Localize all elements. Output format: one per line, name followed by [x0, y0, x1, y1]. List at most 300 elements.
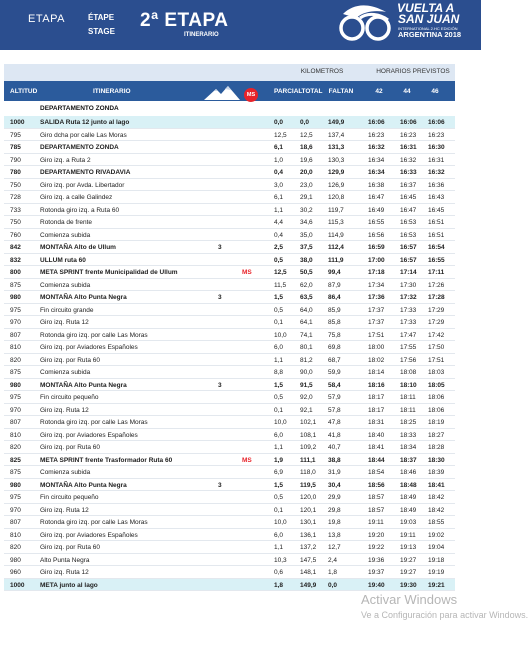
- altitude-cell: 1000: [10, 581, 25, 589]
- faltan-cell: 75,8: [328, 331, 341, 339]
- parcial-cell: 1,5: [274, 481, 284, 489]
- time-44-cell: 18:10: [400, 381, 417, 389]
- total-cell: 119,5: [300, 481, 316, 489]
- parcial-cell: 12,5: [274, 131, 287, 139]
- faltan-cell: 1,8: [328, 569, 338, 576]
- parcial-cell: 10,0: [274, 331, 287, 339]
- time-46-cell: 16:36: [428, 181, 445, 189]
- parcial-cell: 10,3: [274, 556, 287, 564]
- table-row: [4, 141, 455, 154]
- faltan-cell: 12,7: [328, 544, 341, 551]
- parcial-cell: 10,0: [274, 519, 287, 526]
- time-46-cell: 17:28: [428, 294, 445, 301]
- faltan-cell: 149,9: [328, 119, 345, 126]
- column-header-row: [4, 81, 455, 101]
- itinerary-cell: Giro izq. a calle Galindez: [40, 194, 113, 201]
- faltan-cell: 29,8: [328, 506, 341, 514]
- time-44-cell: 16:57: [400, 244, 417, 251]
- itinerary-cell: Rotonda giro izq. por calle Las Moras: [40, 331, 148, 339]
- itinerary-cell: ULLUM ruta 60: [40, 256, 86, 264]
- time-42-cell: 19:11: [368, 519, 384, 526]
- altitude-cell: 980: [10, 294, 21, 301]
- faltan-cell: 58,4: [328, 381, 341, 389]
- altitude-cell: 975: [10, 306, 21, 314]
- altitude-cell: 760: [10, 231, 21, 239]
- time-42-cell: 16:34: [368, 169, 385, 176]
- sprint-cell: MS: [242, 456, 252, 464]
- faltan-cell: 112,4: [328, 244, 344, 251]
- time-46-cell: 18:42: [428, 494, 445, 501]
- total-cell: 91,5: [300, 381, 313, 389]
- itinerary-cell: META SPRINT frente Municipalidad de Ullum: [40, 269, 178, 276]
- table-row: [4, 266, 455, 279]
- time-42-cell: 19:22: [368, 544, 385, 551]
- itinerary-cell: DEPARTAMENTO ZONDA: [40, 144, 119, 151]
- parcial-cell: 6,0: [274, 344, 284, 351]
- altitude-cell: 842: [10, 244, 21, 251]
- altitude-cell: 980: [10, 556, 21, 564]
- time-46-cell: 19:18: [428, 556, 445, 564]
- itinerary-cell: Giro izq. por Aviadores Españoles: [40, 431, 138, 439]
- time-42-cell: 18:54: [368, 469, 385, 476]
- itinerary-cell: Giro izq. por Aviadores Españoles: [40, 344, 138, 351]
- altitude-cell: 970: [10, 406, 21, 414]
- mountain-icon: [204, 84, 240, 100]
- altitude-cell: 785: [10, 144, 21, 151]
- time-46-cell: 16:43: [428, 194, 445, 201]
- time-42-cell: 19:37: [368, 569, 385, 576]
- faltan-cell: 40,7: [328, 444, 341, 451]
- time-44-cell: 18:25: [400, 419, 417, 426]
- itinerary-cell: MONTAÑA Alto de Ullum: [40, 244, 116, 251]
- time-46-cell: 18:19: [428, 419, 445, 426]
- time-46-cell: 18:05: [428, 381, 445, 389]
- parcial-cell: 0,1: [274, 319, 284, 326]
- faltan-cell: 126,9: [328, 181, 345, 189]
- faltan-cell: 87,9: [328, 281, 341, 289]
- itinerary-cell: Giro izq. por Ruta 60: [40, 356, 100, 364]
- time-46-cell: 18:03: [428, 369, 445, 376]
- time-44-cell: 17:47: [400, 331, 417, 339]
- table-row: [4, 416, 455, 429]
- faltan-cell: 130,3: [328, 156, 345, 164]
- altitude-cell: 875: [10, 369, 21, 376]
- windows-activation-hint: Ve a Configuración para activar Windows.: [361, 610, 528, 620]
- parcial-cell: 1,1: [274, 206, 284, 214]
- parcial-cell: 0,5: [274, 306, 284, 314]
- table-row: [4, 479, 455, 492]
- time-46-cell: 16:31: [428, 156, 445, 164]
- table-row: [4, 229, 455, 242]
- time-44-cell: 18:33: [400, 431, 417, 439]
- time-42-cell: 17:00: [368, 256, 385, 264]
- total-cell: 38,0: [300, 256, 313, 264]
- time-44-cell: 19:30: [400, 581, 417, 589]
- stage-header: [0, 0, 481, 50]
- total-cell: 18,6: [300, 144, 313, 151]
- time-44-cell: 16:53: [400, 219, 417, 226]
- itinerary-cell: Rotonda de frente: [40, 219, 93, 226]
- itinerario-subtitle: ITINERARIO: [184, 32, 219, 38]
- time-44-cell: 17:32: [400, 294, 417, 301]
- category-cell: 3: [218, 294, 222, 301]
- itinerary-cell: Giro izq. por Ruta 60: [40, 444, 100, 451]
- time-46-cell: 17:29: [428, 306, 445, 314]
- total-cell: 64,0: [300, 306, 313, 314]
- itinerary-cell: Giro izq. por Avda. Libertador: [40, 181, 125, 189]
- sprint-cell: MS: [242, 269, 252, 276]
- time-44-cell: 16:53: [400, 231, 417, 239]
- table-row: [4, 566, 455, 579]
- table-row: [4, 329, 455, 342]
- table-row: [4, 241, 455, 254]
- time-44-cell: 18:49: [400, 506, 417, 514]
- itinerary-cell: MONTAÑA Alto Punta Negra: [40, 381, 127, 389]
- logo-edition: INTERNATIONAL 2.HC EDICIÓN: [398, 26, 458, 31]
- itinerary-cell: Rotonda giro izq. por calle Las Moras: [40, 419, 148, 426]
- time-42-cell: 18:41: [368, 444, 385, 451]
- faltan-cell: 68,7: [328, 356, 341, 364]
- altitude-cell: 975: [10, 494, 21, 501]
- altitude-cell: 750: [10, 219, 21, 226]
- faltan-cell: 2,4: [328, 556, 338, 564]
- table-row: [4, 316, 455, 329]
- time-46-cell: 16:06: [428, 119, 445, 126]
- time-46-cell: 17:50: [428, 344, 445, 351]
- time-42-cell: 16:32: [368, 144, 385, 151]
- table-row: [4, 204, 455, 217]
- horarios-header: HORARIOS PREVISTOS: [376, 68, 450, 75]
- itinerary-cell: Giro izq. por Aviadores Españoles: [40, 531, 138, 539]
- parcial-cell: 0,5: [274, 494, 284, 501]
- parcial-cell: 1,8: [274, 581, 284, 589]
- faltan-cell: 69,8: [328, 344, 341, 351]
- time-44-cell: 18:46: [400, 469, 417, 476]
- time-42-cell: 19:40: [368, 581, 385, 589]
- time-42-cell: 16:06: [368, 119, 385, 126]
- parcial-cell: 0,6: [274, 569, 284, 576]
- total-cell: 120,0: [300, 494, 317, 501]
- time-46-cell: 17:51: [428, 356, 445, 364]
- altitude-cell: 970: [10, 506, 21, 514]
- parcial-header: PARCIAL: [274, 88, 303, 95]
- table-row: [4, 504, 455, 517]
- time-44-cell: 16:23: [400, 131, 417, 139]
- time-46-cell: 18:55: [428, 519, 445, 526]
- faltan-cell: 131,3: [328, 144, 345, 151]
- total-cell: 92,1: [300, 406, 313, 414]
- category-cell: 3: [218, 244, 222, 251]
- time-44-cell: 16:06: [400, 119, 417, 126]
- stage-number-title: 2ª ETAPA: [140, 10, 229, 31]
- group-header-row: [4, 64, 455, 81]
- table-row: [4, 254, 455, 267]
- total-cell: 109,2: [300, 444, 317, 451]
- total-header: TOTAL: [301, 88, 323, 95]
- itinerary-cell: Giro dcha por calle Las Moras: [40, 131, 127, 139]
- table-row: [4, 391, 455, 404]
- total-cell: 108,1: [300, 431, 317, 439]
- faltan-cell: 57,8: [328, 406, 341, 414]
- parcial-cell: 1,1: [274, 444, 284, 451]
- total-cell: 62,0: [300, 281, 313, 289]
- time-44-cell: 16:57: [400, 256, 417, 264]
- table-row: [4, 491, 455, 504]
- itinerary-cell: Comienza subida: [40, 469, 91, 476]
- altitude-cell: 1000: [10, 119, 25, 126]
- parcial-cell: 1,9: [274, 456, 284, 464]
- kilometros-header: KILOMETROS: [300, 68, 344, 75]
- time-46-cell: 19:04: [428, 544, 445, 551]
- time-42-cell: 18:56: [368, 481, 385, 489]
- itinerary-cell: Giro izq. Ruta 12: [40, 319, 89, 326]
- time-46-cell: 19:21: [428, 581, 445, 589]
- total-cell: 136,1: [300, 531, 317, 539]
- itinerary-cell: SALIDA Ruta 12 junto al lago: [40, 119, 130, 126]
- itinerary-cell: Giro izq. a Ruta 2: [40, 156, 91, 164]
- time-42-cell: 18:02: [368, 356, 385, 364]
- time-44-cell: 18:11: [400, 394, 416, 401]
- table-row: [4, 179, 455, 192]
- parcial-cell: 1,5: [274, 294, 284, 301]
- total-cell: 130,1: [300, 519, 317, 526]
- table-row: [4, 516, 455, 529]
- faltan-cell: 85,8: [328, 319, 341, 326]
- table-row: [4, 129, 455, 142]
- total-cell: 147,5: [300, 556, 317, 564]
- total-cell: 92,0: [300, 394, 313, 401]
- logo-title-line2: SAN JUAN: [398, 12, 460, 26]
- time-44-cell: 16:33: [400, 169, 417, 176]
- table-row: [4, 291, 455, 304]
- table-row: [4, 541, 455, 554]
- table-row: [4, 441, 455, 454]
- altitude-cell: 750: [10, 181, 21, 189]
- time-42-cell: 17:18: [368, 269, 385, 276]
- time-46-cell: 17:26: [428, 281, 445, 289]
- etapa-label: ETAPA: [28, 13, 65, 25]
- total-cell: 30,2: [300, 206, 313, 214]
- table-row: [4, 466, 455, 479]
- altitude-cell: 733: [10, 206, 21, 214]
- time-42-cell: 18:40: [368, 431, 385, 439]
- time-44-cell: 18:08: [400, 369, 417, 376]
- time-44-cell: 19:27: [400, 556, 417, 564]
- faltan-cell: 119,7: [328, 206, 344, 214]
- parcial-cell: 1,5: [274, 381, 284, 389]
- parcial-cell: 0,5: [274, 256, 284, 264]
- total-cell: 23,0: [300, 181, 313, 189]
- time-44-cell: 19:11: [400, 531, 416, 539]
- parcial-cell: 8,8: [274, 369, 284, 376]
- department-heading: DEPARTAMENTO ZONDA: [40, 105, 119, 112]
- altitude-cell: 970: [10, 319, 21, 326]
- time-46-cell: 18:30: [428, 456, 445, 464]
- table-row: [4, 279, 455, 292]
- speed-44-header: 44: [403, 88, 411, 95]
- speed-46-header: 46: [431, 88, 439, 95]
- total-cell: 149,9: [300, 581, 317, 589]
- parcial-cell: 10,0: [274, 419, 287, 426]
- table-row: [4, 554, 455, 567]
- total-cell: 74,1: [300, 331, 313, 339]
- table-row: [4, 191, 455, 204]
- time-44-cell: 18:37: [400, 456, 417, 464]
- parcial-cell: 0,4: [274, 169, 284, 176]
- altitude-cell: 800: [10, 269, 21, 276]
- logo-title-line1: VUELTA A: [397, 1, 455, 15]
- time-44-cell: 17:33: [400, 319, 417, 326]
- time-44-cell: 16:45: [400, 194, 417, 201]
- table-row: [4, 166, 455, 179]
- faltan-cell: 19,8: [328, 519, 341, 526]
- time-42-cell: 18:57: [368, 494, 385, 501]
- faltan-cell: 99,4: [328, 269, 341, 276]
- table-row: [4, 354, 455, 367]
- time-42-cell: 17:37: [368, 319, 385, 326]
- faltan-cell: 47,8: [328, 419, 341, 426]
- itinerary-cell: Fin circuito pequeño: [40, 494, 99, 501]
- parcial-cell: 11,5: [274, 281, 287, 289]
- faltan-cell: 30,4: [328, 481, 341, 489]
- time-46-cell: 18:28: [428, 444, 445, 451]
- itinerary-cell: Comienza subida: [40, 369, 91, 376]
- faltan-cell: 29,9: [328, 494, 341, 501]
- altitude-cell: 820: [10, 544, 21, 551]
- altitude-cell: 810: [10, 431, 21, 439]
- itinerary-cell: Giro izq. Ruta 12: [40, 569, 89, 576]
- table-row: [4, 529, 455, 542]
- logo-country-year: ARGENTINA 2018: [398, 30, 462, 39]
- speed-42-header: 42: [375, 88, 383, 95]
- parcial-cell: 6,0: [274, 531, 284, 539]
- faltan-cell: 129,9: [328, 169, 345, 176]
- itinerary-cell: Comienza subida: [40, 231, 91, 239]
- time-46-cell: 18:06: [428, 394, 445, 401]
- itinerary-cell: Rotonda giro izq. a Ruta 60: [40, 206, 120, 214]
- time-42-cell: 16:47: [368, 194, 385, 201]
- total-cell: 118,0: [300, 469, 316, 476]
- total-cell: 19,6: [300, 156, 313, 164]
- time-46-cell: 17:42: [428, 331, 445, 339]
- total-cell: 64,1: [300, 319, 313, 326]
- itinerary-cell: Alto Punta Negra: [40, 556, 90, 564]
- time-42-cell: 16:34: [368, 156, 385, 164]
- parcial-cell: 0,1: [274, 506, 284, 514]
- time-42-cell: 16:23: [368, 131, 385, 139]
- table-row: [4, 579, 455, 592]
- parcial-cell: 6,1: [274, 194, 284, 201]
- time-42-cell: 18:17: [368, 406, 385, 414]
- time-44-cell: 17:55: [400, 344, 417, 351]
- time-42-cell: 16:55: [368, 219, 385, 226]
- parcial-cell: 6,1: [274, 144, 284, 151]
- faltan-cell: 13,8: [328, 531, 341, 539]
- time-46-cell: 18:42: [428, 506, 445, 514]
- time-46-cell: 17:29: [428, 319, 445, 326]
- itinerary-table: [4, 116, 455, 591]
- time-42-cell: 18:14: [368, 369, 385, 376]
- time-46-cell: 16:32: [428, 169, 445, 176]
- time-42-cell: 18:17: [368, 394, 385, 401]
- time-44-cell: 18:48: [400, 481, 417, 489]
- table-row: [4, 154, 455, 167]
- parcial-cell: 2,5: [274, 244, 284, 251]
- total-cell: 29,1: [300, 194, 313, 201]
- parcial-cell: 0,0: [274, 119, 284, 126]
- time-46-cell: 18:41: [428, 481, 445, 489]
- total-cell: 120,1: [300, 506, 317, 514]
- time-44-cell: 19:03: [400, 519, 417, 526]
- time-42-cell: 18:16: [368, 381, 385, 389]
- time-44-cell: 17:33: [400, 306, 417, 314]
- total-cell: 35,0: [300, 231, 313, 239]
- time-46-cell: 16:30: [428, 144, 445, 151]
- altitude-cell: 807: [10, 519, 21, 526]
- time-42-cell: 16:38: [368, 181, 385, 189]
- time-46-cell: 16:51: [428, 231, 445, 239]
- time-42-cell: 19:20: [368, 531, 385, 539]
- table-row: [4, 216, 455, 229]
- time-42-cell: 16:59: [368, 244, 385, 251]
- table-row: [4, 116, 455, 129]
- table-row: [4, 429, 455, 442]
- time-44-cell: 16:37: [400, 181, 417, 189]
- time-46-cell: 19:02: [428, 531, 445, 539]
- total-cell: 81,2: [300, 356, 313, 364]
- parcial-cell: 0,1: [274, 406, 284, 414]
- time-42-cell: 18:57: [368, 506, 385, 514]
- time-44-cell: 18:34: [400, 444, 417, 451]
- faltan-cell: 31,9: [328, 469, 341, 476]
- altitude-cell: 807: [10, 331, 21, 339]
- category-cell: 3: [218, 481, 222, 489]
- faltan-cell: 115,3: [328, 219, 344, 226]
- parcial-cell: 0,5: [274, 394, 284, 401]
- total-cell: 50,5: [300, 269, 313, 276]
- itinerary-cell: Giro izq. Ruta 12: [40, 506, 89, 514]
- parcial-cell: 4,4: [274, 219, 284, 226]
- time-44-cell: 18:11: [400, 406, 416, 414]
- time-44-cell: 16:32: [400, 156, 417, 164]
- faltan-cell: 41,8: [328, 431, 341, 439]
- faltan-cell: 120,8: [328, 194, 345, 201]
- total-cell: 37,5: [300, 244, 313, 251]
- itinerary-cell: MONTAÑA Alto Punta Negra: [40, 481, 127, 489]
- time-46-cell: 17:11: [428, 269, 445, 276]
- total-cell: 63,5: [300, 294, 313, 301]
- time-44-cell: 17:30: [400, 281, 417, 289]
- time-44-cell: 17:14: [400, 269, 417, 276]
- itinerary-cell: Giro izq. por Ruta 60: [40, 544, 100, 551]
- parcial-cell: 6,9: [274, 469, 284, 476]
- time-46-cell: 16:55: [428, 256, 445, 264]
- time-44-cell: 18:49: [400, 494, 417, 501]
- time-46-cell: 18:06: [428, 406, 445, 414]
- etape-label: ÉTAPE: [88, 13, 115, 22]
- itinerary-cell: Giro izq. Ruta 12: [40, 406, 89, 414]
- parcial-cell: 12,5: [274, 269, 287, 276]
- altitude-cell: 875: [10, 281, 21, 289]
- faltan-cell: 57,9: [328, 394, 341, 401]
- altitude-cell: 780: [10, 169, 21, 176]
- parcial-cell: 1,1: [274, 356, 284, 364]
- itinerary-cell: META junto al lago: [40, 581, 98, 589]
- altitude-cell: 960: [10, 569, 21, 576]
- parcial-cell: 6,0: [274, 431, 284, 439]
- time-46-cell: 18:27: [428, 431, 445, 439]
- total-cell: 12,5: [300, 131, 313, 139]
